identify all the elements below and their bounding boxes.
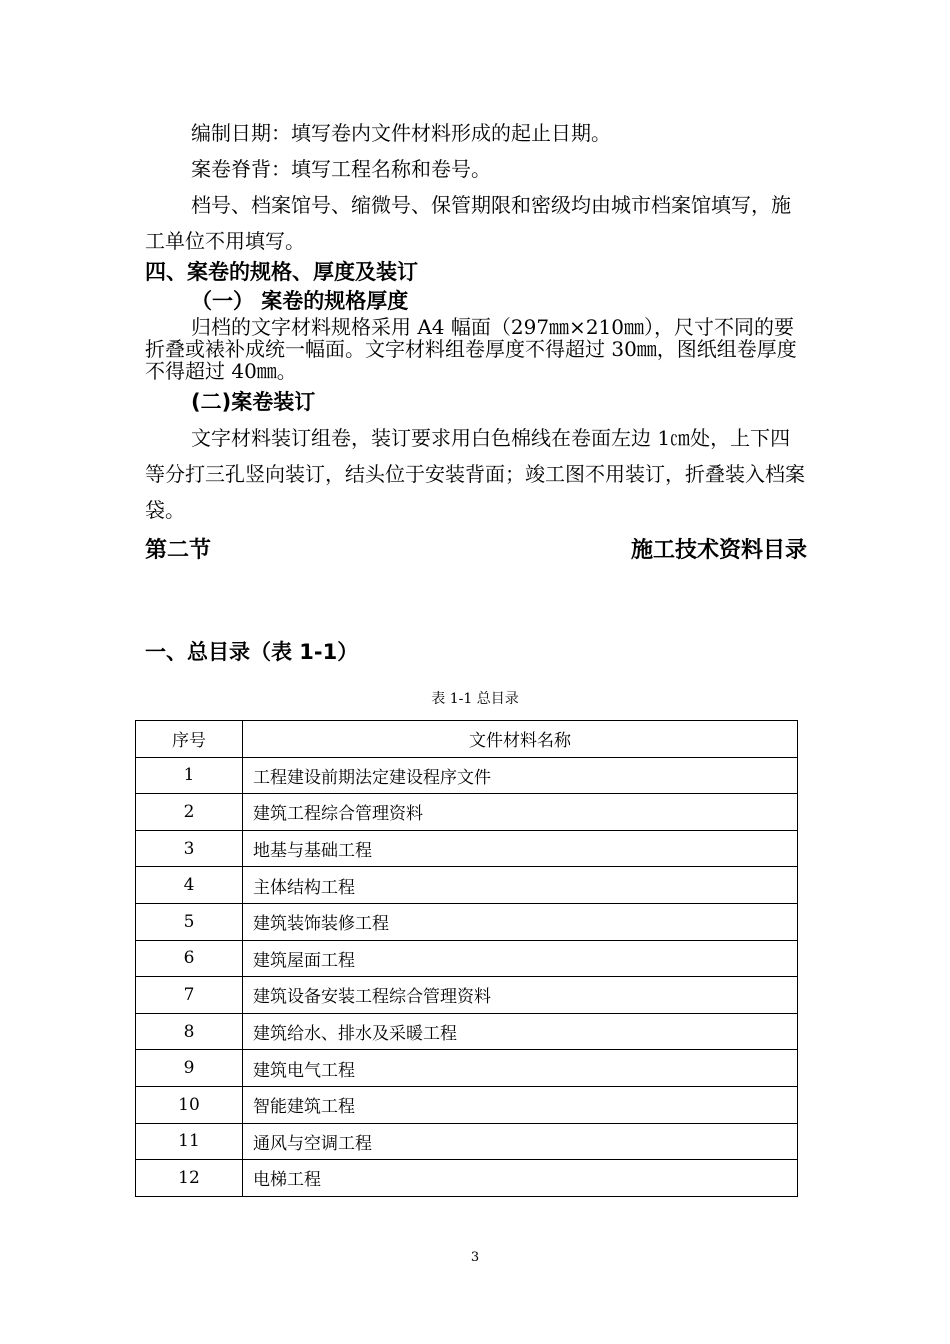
page-number: 3 — [470, 1250, 480, 1265]
paragraph-archive-no: 档号、档案馆号、缩微号、保管期限和密级均由城市档案馆填写，施工单位不用填写。 — [145, 193, 791, 253]
row-name: 建筑电气工程 — [243, 1050, 798, 1087]
row-number: 4 — [136, 867, 243, 904]
row-name: 智能建筑工程 — [243, 1086, 798, 1123]
table-row — [136, 1013, 798, 1050]
table-row — [136, 1050, 798, 1087]
row-number: 5 — [136, 903, 243, 940]
index-table — [135, 720, 798, 1197]
table-row — [136, 977, 798, 1014]
row-name: 建筑工程综合管理资料 — [243, 794, 798, 831]
header-number: 序号 — [136, 721, 243, 758]
heading-4-2: (二)案卷装订 — [191, 390, 316, 414]
row-name: 建筑设备安装工程综合管理资料 — [243, 977, 798, 1014]
section-title — [145, 533, 807, 564]
row-number: 9 — [136, 1050, 243, 1087]
paragraph-spec: 归档的文字材料规格采用 A4 幅面（297㎜×210㎜），尺寸不同的要折叠或裱补成统一幅面。文字材料组卷厚度不得超过 30㎜，图纸组卷厚度不得超过 40㎜。 — [145, 315, 797, 383]
subheading-index: 一、总目录（表 1-1） — [145, 640, 359, 664]
table-row — [136, 940, 798, 977]
table-row — [136, 830, 798, 867]
table-row — [136, 1123, 798, 1160]
row-number: 7 — [136, 977, 243, 1014]
row-name: 建筑装饰装修工程 — [243, 903, 798, 940]
section-number: 第二节 — [145, 538, 212, 563]
table-row — [136, 1160, 798, 1197]
table-row — [136, 867, 798, 904]
row-name: 建筑屋面工程 — [243, 940, 798, 977]
section-name: 施工技术资料目录 — [630, 538, 807, 563]
heading-4: 四、案卷的规格、厚度及装订 — [145, 260, 418, 284]
row-number: 3 — [136, 830, 243, 867]
paragraph-binding: 文字材料装订组卷，装订要求用白色棉线在卷面左边 1㎝处，上下四等分打三孔竖向装订，结头位于安装背面；竣工图不用装订，折叠装入档案袋。 — [145, 426, 805, 522]
row-name: 主体结构工程 — [243, 867, 798, 904]
row-number: 12 — [136, 1160, 243, 1197]
paragraph-spine: 案卷脊背：填写工程名称和卷号。 — [191, 157, 491, 181]
header-name: 文件材料名称 — [243, 721, 798, 758]
row-name: 地基与基础工程 — [243, 830, 798, 867]
table-header-row — [136, 721, 798, 758]
row-number: 6 — [136, 940, 243, 977]
paragraph-dates: 编制日期：填写卷内文件材料形成的起止日期。 — [191, 121, 611, 145]
heading-4-1: （一） 案卷的规格厚度 — [191, 289, 409, 313]
row-number: 10 — [136, 1086, 243, 1123]
row-number: 11 — [136, 1123, 243, 1160]
row-name: 电梯工程 — [243, 1160, 798, 1197]
row-name: 通风与空调工程 — [243, 1123, 798, 1160]
table-row — [136, 1086, 798, 1123]
row-number: 1 — [136, 757, 243, 794]
row-number: 2 — [136, 794, 243, 831]
row-number: 8 — [136, 1013, 243, 1050]
table-row — [136, 757, 798, 794]
table-caption: 表 1-1 总目录 — [431, 691, 519, 707]
row-name: 建筑给水、排水及采暖工程 — [243, 1013, 798, 1050]
table-row — [136, 903, 798, 940]
row-name: 工程建设前期法定建设程序文件 — [243, 757, 798, 794]
table-row — [136, 794, 798, 831]
